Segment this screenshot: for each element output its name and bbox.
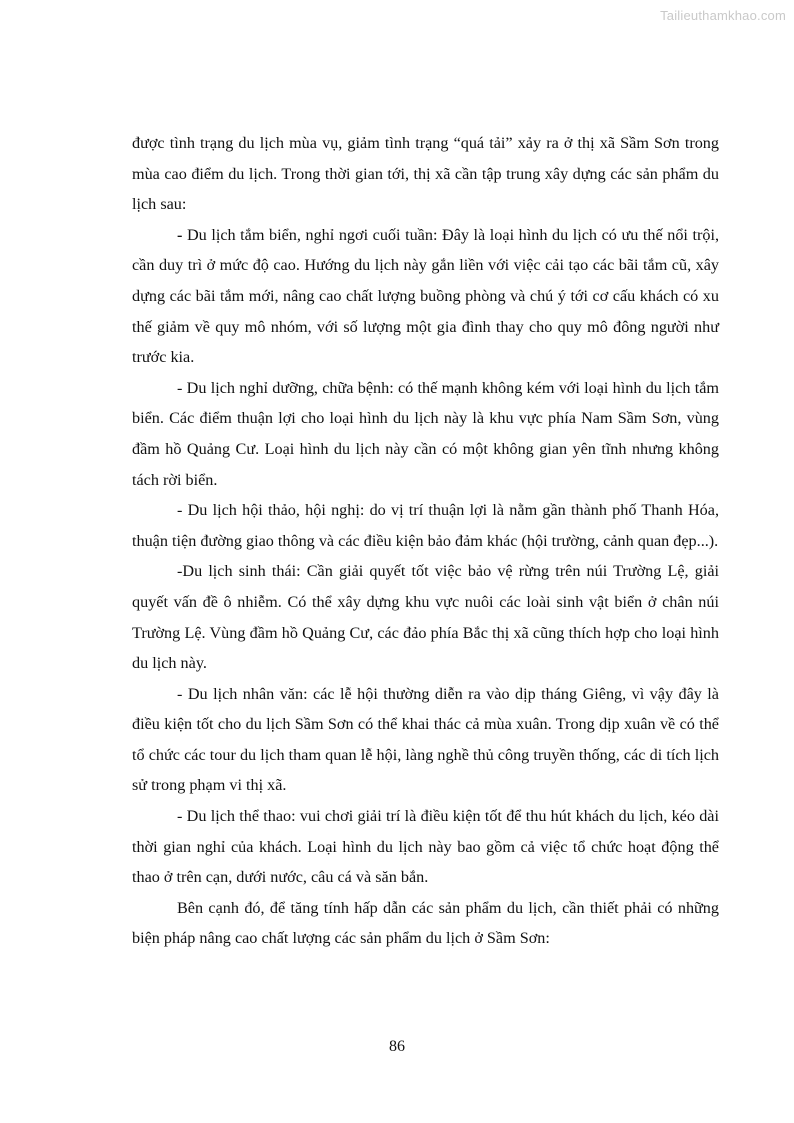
paragraph-text: Du lịch tắm biển, nghỉ ngơi cuối tuần: Đây là loại hình du lịch có ưu thế nổi trội, cần duy trì ở mức độ cao. Hướng du lịch này gắn liền với việc cải tạo các bãi tắm cũ, xây dựng các bãi tắm mới, nâng cao chất lượng buồng phòng và chú ý tới cơ cấu khách có xu thế giảm về quy mô nhóm, với số lượng một gia đình thay cho quy mô đông người như trước kia. xyxy=(132,225,720,367)
bullet-dash: - xyxy=(177,225,187,244)
watermark-text: Tailieuthamkhao.com xyxy=(660,8,786,23)
paragraph-text: được tình trạng du lịch mùa vụ, giảm tình trạng “quá tải” xảy ra ở thị xã Sầm Sơn trong mùa cao điểm du lịch. Trong thời gian tới, thị xã cần tập trung xây dựng các sản phẩm du lịch sau: xyxy=(132,134,719,214)
paragraph-text: -Du lịch sinh thái: Cần giải quyết tốt việc bảo vệ rừng trên núi Trường Lệ, giải quyết vấn đề ô nhiễm. Có thể xây dựng khu vực nuôi các loài sinh vật biển ở chân núi Trường Lệ. Vùng đầm hồ Quảng Cư, các đảo phía Bắc thị xã cũng thích hợp cho loại hình du lịch này. xyxy=(132,562,719,673)
paragraph-conclusion xyxy=(132,893,719,954)
paragraph-beach-tourism xyxy=(132,220,719,373)
paragraph-sports-tourism xyxy=(132,801,719,893)
paragraph-intro xyxy=(132,128,719,220)
paragraph-cultural-tourism xyxy=(132,679,719,801)
paragraph-text: - Du lịch thể thao: vui chơi giải trí là điều kiện tốt để thu hút khách du lịch, kéo dài thời gian nghỉ của khách. Loại hình du lịch này bao gồm cả việc tổ chức hoạt động thể thao ở trên cạn, dưới nước, câu cá và săn bắn. xyxy=(132,807,719,887)
paragraph-text: - Du lịch nhân văn: các lễ hội thường diễn ra vào dịp tháng Giêng, vì vậy đây là điều kiện tốt cho du lịch Sầm Sơn có thể khai thác cả mùa xuân. Trong dịp xuân về có thể tổ chức các tour du lịch tham quan lễ hội, làng nghề thủ công truyền thống, các di tích lịch sử trong phạm vi thị xã. xyxy=(132,684,719,795)
paragraph-text: - Du lịch hội thảo, hội nghị: do vị trí thuận lợi là nằm gần thành phố Thanh Hóa, thuận tiện đường giao thông và các điều kiện bảo đảm khác (hội trường, cảnh quan đẹp...). xyxy=(132,501,719,550)
paragraph-text: Bên cạnh đó, để tăng tính hấp dẫn các sản phẩm du lịch, cần thiết phải có những biện pháp nâng cao chất lượng các sản phẩm du lịch ở Sầm Sơn: xyxy=(132,898,719,948)
paragraph-conference-tourism xyxy=(132,495,719,556)
page-body xyxy=(132,128,719,954)
paragraph-text: - Du lịch nghỉ dưỡng, chữa bệnh: có thế mạnh không kém với loại hình du lịch tắm biển. Các điểm thuận lợi cho loại hình du lịch này là khu vực phía Nam Sầm Sơn, vùng đầm hồ Quảng Cư. Loại hình du lịch này cần có một không gian yên tĩnh nhưng không tách rời biển. xyxy=(132,378,719,489)
page-number: 86 xyxy=(389,1038,405,1055)
paragraph-resort-tourism xyxy=(132,373,719,495)
paragraph-eco-tourism xyxy=(132,556,719,678)
